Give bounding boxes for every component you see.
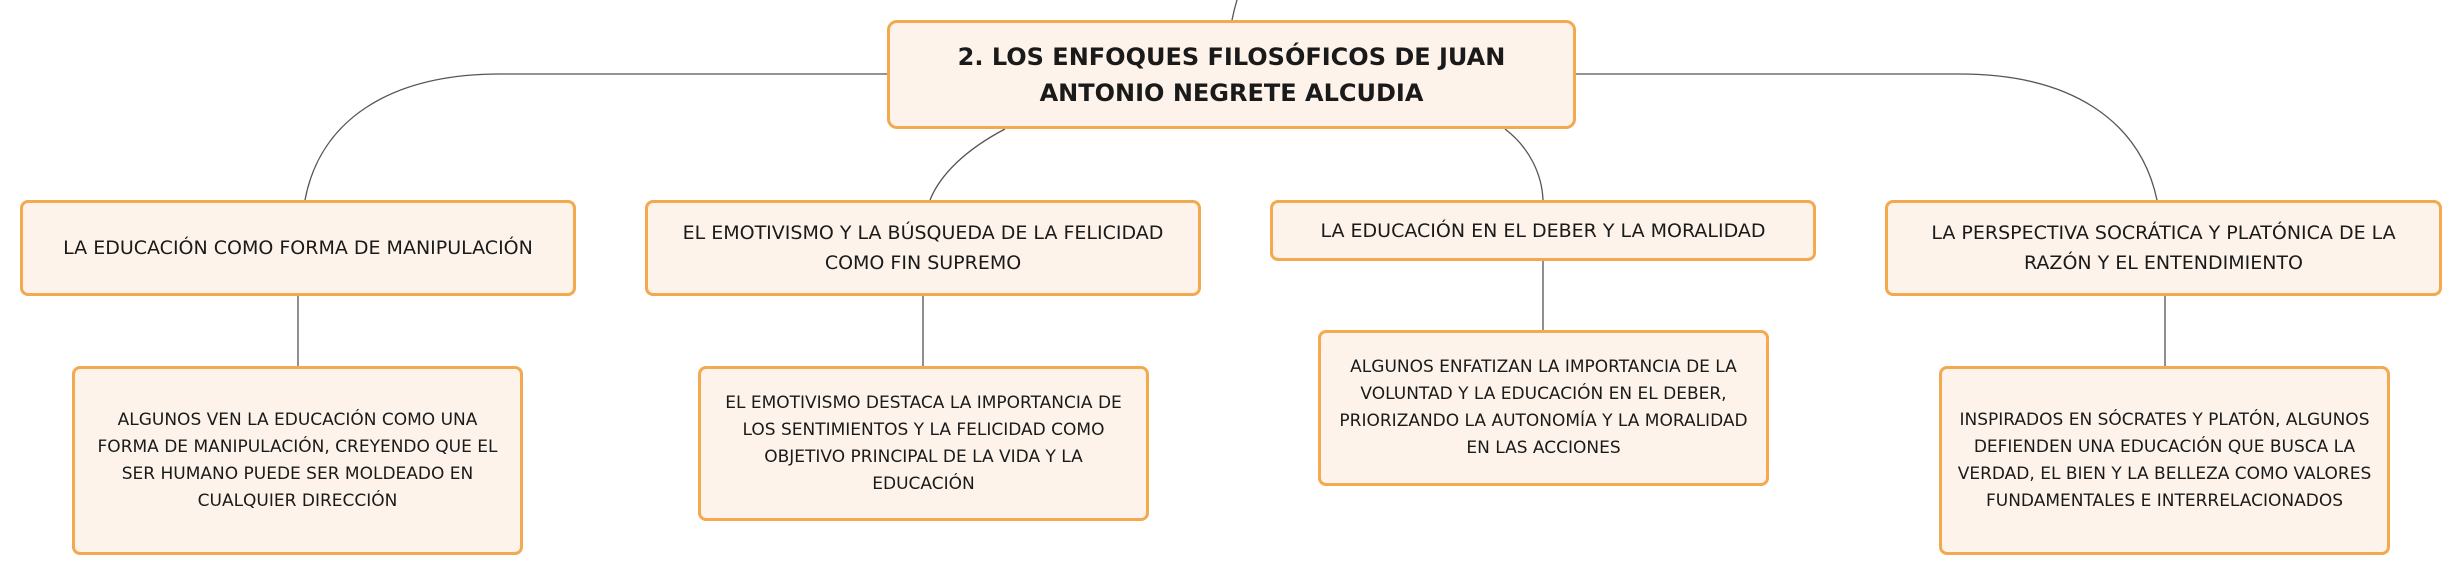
root-topic-label: 2. LOS ENFOQUES FILOSÓFICOS DE JUAN ANTONIO NEGRETE ALCUDIA (957, 42, 1506, 107)
branch-topic-emotivismo[interactable] (645, 200, 1201, 296)
detail-topic-label: ALGUNOS ENFATIZAN LA IMPORTANCIA DE LA VOLUNTAD Y LA EDUCACIÓN EN EL DEBER, PRIORIZANDO LA AUTONOMÍA Y LA MORALIDAD EN LAS ACCIONES (1339, 357, 1748, 458)
connector-parent-incoming (1232, 0, 1237, 20)
branch-topic-label: LA EDUCACIÓN COMO FORMA DE MANIPULACIÓN (63, 237, 533, 259)
detail-topic-label: INSPIRADOS EN SÓCRATES Y PLATÓN, ALGUNOS DEFIENDEN UNA EDUCACIÓN QUE BUSCA LA VERDAD, EL BIEN Y LA BELLEZA COMO VALORES FUNDAMENTALES E INTERRELACIONADOS (1957, 409, 2372, 511)
detail-topic-label: EL EMOTIVISMO DESTACA LA IMPORTANCIA DE LOS SENTIMIENTOS Y LA FELICIDAD COMO OBJETIVO PRINCIPAL DE LA VIDA Y LA EDUCACIÓN (725, 392, 1122, 494)
branch-topic-label: LA EDUCACIÓN EN EL DEBER Y LA MORALIDAD (1320, 219, 1766, 242)
detail-topic-deber-moralidad[interactable] (1318, 330, 1769, 486)
branch-topic-deber-moralidad[interactable] (1270, 200, 1816, 261)
detail-topic-manipulacion[interactable] (72, 366, 523, 555)
detail-topic-emotivismo[interactable] (698, 366, 1149, 521)
root-topic[interactable] (887, 20, 1576, 129)
branch-topic-manipulacion[interactable] (20, 200, 576, 296)
branch-topic-label: LA PERSPECTIVA SOCRÁTICA Y PLATÓNICA DE LA RAZÓN Y EL ENTENDIMIENTO (1931, 222, 2396, 274)
branch-topic-label: EL EMOTIVISMO Y LA BÚSQUEDA DE LA FELICIDAD COMO FIN SUPREMO (682, 222, 1164, 274)
connector-root-to-branch-3 (1505, 129, 1543, 200)
connector-root-to-branch-4 (1576, 74, 2157, 200)
branch-topic-perspectiva-socratica[interactable] (1885, 200, 2442, 296)
connector-root-to-branch-2 (930, 129, 1005, 200)
detail-topic-perspectiva-socratica[interactable] (1939, 366, 2390, 555)
detail-topic-label: ALGUNOS VEN LA EDUCACIÓN COMO UNA FORMA DE MANIPULACIÓN, CREYENDO QUE EL SER HUMANO PUEDE SER MOLDEADO EN CUALQUIER DIRECCIÓN (97, 409, 498, 511)
connector-root-to-branch-1 (305, 74, 887, 200)
